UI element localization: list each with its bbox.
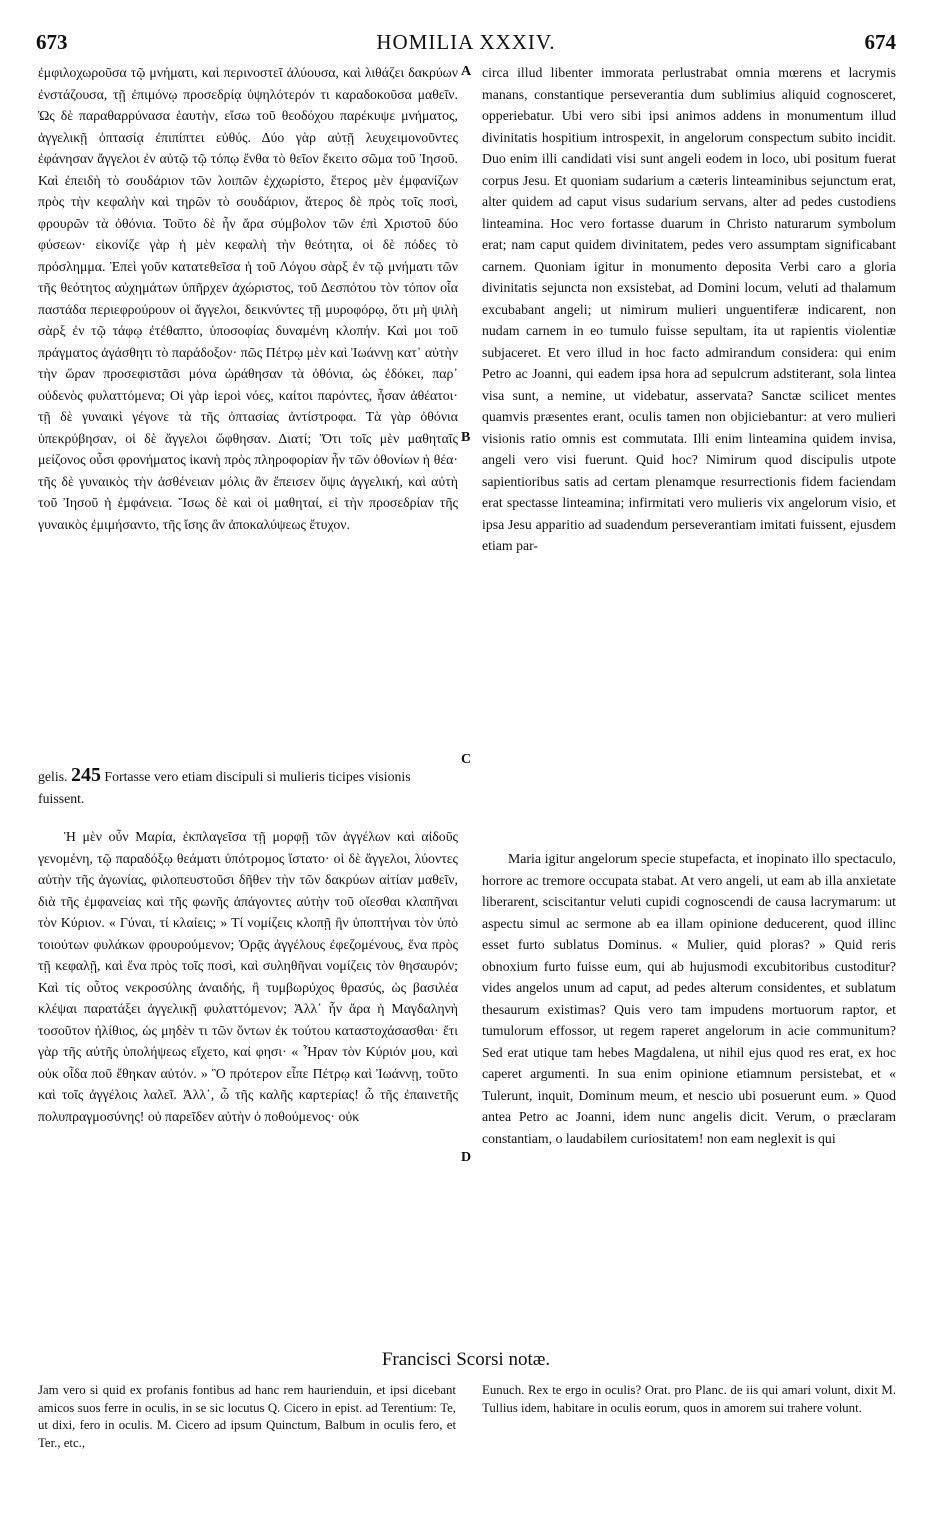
page-title: HOMILIA XXXIV. <box>376 30 556 54</box>
page-number-right: 674 <box>864 30 896 54</box>
latin-paragraph: Maria igitur angelorum specie stupefacta, et inopinato illo spectaculo, horrore ac tremore occupata stabat. At vero angeli, ut eam ab illa anxietate liberarent, sciscitantur veluti cupidi cognoscendi de causa lacrymarum: ut aspectu simul ac sermone ab ea illam opinione deducerent, quod illinc esset furto sublatus Dominus. « Mulier, quid ploras? » Quid reris obnoxium furto fuisse eum, qui ab hujusmodi excubitoribus custoditur? vides angelos unum ad caput, ad pedes alterum considentes, et sublatum thesaurum existimas? Quis vero tam impudens mortuorum raptor, et tumulorum effossor, ut regem raperet angelorum in acie communitum? Sed erat utique tam hebes Magdalena, ut nihil ejus quod res erat, ex hoc caperet argumenti. In sua enim opinione etiamnum persistebat, et « Tulerunt, inquit, Dominum meum, et nescio ubi posuerunt eum. » Quod antea Petro ac Joanni, idem nunc angelis dicit. Verum, o præclaram constantiam, o laudabilem curiositatem! non eam neglexit is qui <box>482 851 896 1146</box>
margin-letter-d: D <box>461 1150 472 1165</box>
latin-column-lower <box>482 848 896 1348</box>
notes-heading: Francisci Scorsi notæ. <box>381 1349 551 1370</box>
greek-column-upper <box>38 62 458 765</box>
column-number: 245 <box>70 764 101 786</box>
page-number-left: 673 <box>36 30 68 54</box>
notes-column-left: Jam vero si quid ex profanis fontibus ad hanc rem haurienduin, et ipsi dicebant amicos suos ferre in oculis, in se sic locutus Q. Cicero in epist. ad Terentium: Te, ut dixi, fero in oculis. M. Cicero ad ipsum Quinctum, Balbum in oculis fero, et Ter., etc., <box>38 1383 456 1450</box>
margin-letter-a: A <box>461 64 472 79</box>
spillover-prefix: gelis. <box>38 769 68 784</box>
margin-letter-c: C <box>461 752 472 767</box>
latin-paragraph: circa illud libenter immorata perlustrabat omnia mœrens et lacrymis manans, constantique perseverantia dum sublimius aliquid cognosceret, opperiebatur. Ubi vero sibi ipsi animos addens in monumentum illud divinitatis hospitium introspexit, in angelorum conspectum subito incidit. Duo enim illi candidati visi sunt angeli eodem in loco, ubi positum fuerat corpus Jesu. Et quoniam sudarium a cæteris linteaminibus sejunctum erat, alter quidem ad caput visus sudarium servans, alter ad pedes custodiens linteamina. Hoc vero fortasse duarum in Christo naturarum symbolum erat; nam caput quidem divinitatem, pedes vero assumptam significabant carnem. Quoniam igitur in monumento deposita Verbi caro a gloria divinitatis sejuncta non exsistebat, ad Domini locum, veluti ad thalamum excubabant angeli; ut nimirum mulieri unguentiferæ indicarent, non nudam carnem in eo tumulo fuisse sepultam, ita ut rapientis violentiæ subjaceret. Et vero illud in hoc facto admirandum considera: qui enim Petro ac Joanni, qui eadem ipsa hora ad sepulcrum adstiterant, sola lintea visa sunt, a nemine, ut videbatur, asservata? Sanctæ scilicet mentes quamvis præsentes erant, oculis tamen non objiciebantur: at vero mulieri visionis ratio omnis est commutata. Illi enim linteamina quidem invisa, angeli vero visi fuerunt. Quid hoc? Nimirum quod discipulis utpote sapientioribus satis ad certam plenamque resurrectionis fidem faciendam erat spectasse linteamina; infirmitati vero mulieris vix angelorum visio, et ipsa Jesu apparitio ad suadendum perseverantiam imitati fuissent, ejusdem etiam par- <box>482 65 896 553</box>
greek-paragraph: Ἡ μὲν οὖν Μαρία, ἐκπλαγεῖσα τῇ μορφῇ τῶν ἀγγέλων καὶ αἰδοῦς γενομένη, τῷ παραδόξῳ θεάματι ὑπότρομος ἵστατο· οἱ δὲ ἄγγελοι, λύοντες αὐτὴν τῆς ἀγωνίας, φιλοπευστοῦσι δῆθεν τὴν τῶν δακρύων αἰτίαν μαθεῖν, διὰ τῆς ἐμφανείας καὶ τῆς φωνῆς ἀπάγοντες αὐτὴν τοῦ οἴεσθαι κλαπῆναι τὸν Κύριον. « Γύναι, τί κλαίεις; » Τί νομίζεις κλοπῇ ἢν ὑποπτήναι τὸν ὑπὸ τοιούτων φυλάκων φρουρούμενον; Ὁρᾷς ἀγγέλους ἐφεζομένους, ἕνα πρὸς τῇ κεφαλῇ, καὶ ἕνα πρὸς τοῖς ποσὶ, καὶ συληθῆναι νομίζεις τὸν θησαυρόν; Καὶ τίς οὗτος νεκροσύλης ἀναιδής, ἢ τυμβωρύχος θρασύς, ὡς βασιλέα κλέψαι παρατάξει ἀγγελικῇ φυλαττόμενον; Ἀλλ᾽ ἦν ἄρα ἡ Μαγδαληνὴ τοσοῦτον ἠλίθιος, ὡς μηδὲν τι τῶν ὄντων ἐκ τούτου καταστοχάσασθαι· ἔτι γὰρ τῆς αὐτῆς ὑπολήψεως εἴχετο, καί φησι· « Ἦραν τὸν Κύριόν μου, καὶ οὐκ οἶδα ποῦ ἔθηκαν αὐτόν. » Ὃ πρότερον εἶπε Πέτρῳ καὶ Ἰωάννῃ, τοῦτο καὶ τοῖς ἀγγέλοις λαλεῖ. Ἀλλ᾽, ὦ τῆς καλῆς καρτερίας! ὦ τῆς ἐπαινετῆς πολυπραγμοσύνης! οὐ παρεῖδεν αὐτὴν ὁ ποθούμενος· οὐκ <box>38 829 458 1124</box>
spillover-line <box>38 765 458 825</box>
greek-column-lower <box>38 826 458 1346</box>
greek-paragraph: ἐμφιλοχωροῦσα τῷ μνήματι, καὶ περινοστεῖ ἀλύουσα, καὶ λιθάζει δακρύων ἐνστάζουσα, τῇ ἐπιμόνῳ προσεδρίᾳ ὑψηλότερόν τι καραδοκοῦσα μαθεῖν. Ὡς δὲ παραθαρρύνασα ἑαυτὴν, εἴσω τοῦ θεοδόχου παρέκυψε μνήματος, ἀγγελικῇ ὀπτασίᾳ ἐπιπίπτει εὐθύς. Δύο γὰρ αὐτῇ λευχειμονοῦντες ἐφάνησαν ἄγγελοι ἐν αὐτῷ τῷ τόπῳ ἔνθα τὸ θεῖον ἔκειτο σῶμα τοῦ Ἰησοῦ. Καὶ ἐπειδὴ τὸ σουδάριον τῶν λοιπῶν ἐχχωρίστο, ἕτερος μὲν ἐμφανίζων πρὸς τὴν κεφαλὴν καὶ τηρῶν τὸ σουδάριον, ἅτερος δὲ πρὸς τοῖς ποσὶ, φρουρῶν τὰ ὀθόνια. Τοῦτο δὲ ἦν ἄρα σύμβολον τῶν ἐπὶ Χριστοῦ δύο φύσεων· εἰκονίζε γὰρ ἡ μὲν κεφαλὴ τὴν θεότητα, οἱ δὲ πόδες τὸ πρόσλημμα. Ἐπεὶ γοῦν κατατεθεῖσα ἡ τοῦ Λόγου σὰρξ ἐν τῷ μνήματι τῶν τῆς θεότητος αὐχημάτων ὑπῆρχεν ἀχώριστος, τοῦ Δεσπότου τὸν τόπον οἷα παστάδα περιεφρούρουν οἱ ἄγγελοι, δεικνύντες τῇ μυροφόρῳ, ὅτι μὴ ψιλὴ σὰρξ ἐν τῷ τάφῳ ἐτέθαπτο, ὑποσοφίας δυναμένη κλοπήν. Καὶ μοι τοῦ πράγματος ἀγάσθητι τὸ παράδοξον· πῶς Πέτρῳ μὲν καὶ Ἰωάννῃ κατ᾽ αὐτὴν τὴν ὥραν προσεφιστᾶσι μόνα ὠράθησαν τὰ ὀθόνια, ὡς ἐδόκει, παρ᾽ οὐδενὸς φυλαττόμενα; Οἱ γὰρ ἱεροὶ νόες, καίτοι παρόντες, ἦσαν ἀθέατοι· τῇ δὲ γυναικὶ γέγονε τὰ τῆς ὀπτασίας ἀντίστροφα. Τὰ γὰρ ὀθόνια ὑπεκρύβησαν, οἱ δὲ ἄγγελοι ὤφθησαν. Διατί; Ὅτι τοῖς μὲν μαθηταῖς μείζονος οὖσι φρονήματος ἱκανὴ πρὸς πληροφορίαν ἦν τῶν ὀθονίων ἡ θέα· τῆς δὲ γυναικὸς τὴν ἀσθένειαν μόλις ἂν ἔπεισεν ὄψις ἀγγελική, καὶ αὐτὴ τοῦ Ἰησοῦ ἡ ἐμφάνεια. Ἴσως δὲ καὶ οἱ μαθηταί, εἰ τὴν προσεδρίαν τῆς γυναικὸς ἐμιμήσαντο, τῆς ἴσης ἂν ἀποκαλύψεως ἔτυχον. <box>38 65 458 532</box>
latin-column-upper <box>482 62 896 832</box>
notes-column-right: Eunuch. Rex te ergo in oculis? Orat. pro Planc. de iis qui amari volunt, dixit M. Tullius idem, habitare in oculis eorum, quos in amorem sui trahere volunt. <box>482 1383 896 1415</box>
running-header <box>36 30 896 56</box>
margin-letter-b: B <box>461 430 471 445</box>
spillover-text: Fortasse vero etiam discipuli si mulieris ticipes visionis fuissent. <box>38 769 411 806</box>
